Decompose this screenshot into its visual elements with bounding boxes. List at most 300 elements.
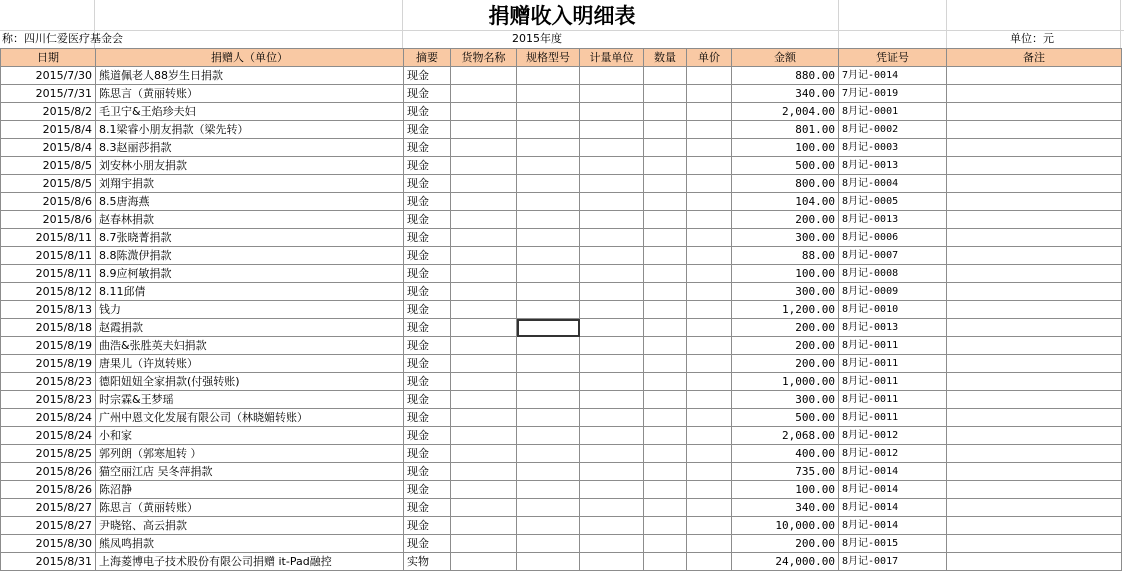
donor-cell[interactable]: 钱力	[96, 301, 404, 319]
donor-cell[interactable]: 德阳妞妞全家捐款(付强转账)	[96, 373, 404, 391]
date-cell[interactable]: 2015/8/31	[1, 553, 96, 571]
quantity-cell[interactable]	[644, 157, 687, 175]
goods-cell[interactable]	[451, 139, 517, 157]
price-cell[interactable]	[687, 85, 732, 103]
unit-cell[interactable]	[580, 283, 644, 301]
unit-cell[interactable]	[580, 553, 644, 571]
donor-cell[interactable]: 上海菱博电子技术股份有限公司捐赠 it-Pad融控	[96, 553, 404, 571]
remark-cell[interactable]	[947, 193, 1122, 211]
amount-cell[interactable]: 100.00	[732, 265, 839, 283]
goods-cell[interactable]	[451, 463, 517, 481]
summary-cell[interactable]: 现金	[404, 355, 451, 373]
date-cell[interactable]: 2015/8/26	[1, 463, 96, 481]
date-cell[interactable]: 2015/8/27	[1, 499, 96, 517]
spec-cell[interactable]	[517, 499, 580, 517]
unit-cell[interactable]	[580, 535, 644, 553]
amount-cell[interactable]: 1,000.00	[732, 373, 839, 391]
spec-cell[interactable]	[517, 427, 580, 445]
donor-cell[interactable]: 陈沼静	[96, 481, 404, 499]
voucher-cell[interactable]: 8月记-0015	[839, 535, 947, 553]
spec-cell[interactable]	[517, 157, 580, 175]
summary-cell[interactable]: 现金	[404, 193, 451, 211]
price-cell[interactable]	[687, 427, 732, 445]
goods-cell[interactable]	[451, 319, 517, 337]
donor-cell[interactable]: 陈思言（黄丽转账）	[96, 499, 404, 517]
spec-cell[interactable]	[517, 445, 580, 463]
quantity-cell[interactable]	[644, 409, 687, 427]
goods-cell[interactable]	[451, 553, 517, 571]
amount-cell[interactable]: 500.00	[732, 409, 839, 427]
quantity-cell[interactable]	[644, 427, 687, 445]
voucher-cell[interactable]: 8月记-0007	[839, 247, 947, 265]
spec-cell[interactable]	[517, 229, 580, 247]
donor-cell[interactable]: 8.8陈溦伊捐款	[96, 247, 404, 265]
header-goods[interactable]: 货物名称	[451, 49, 517, 67]
amount-cell[interactable]: 300.00	[732, 283, 839, 301]
summary-cell[interactable]: 现金	[404, 427, 451, 445]
price-cell[interactable]	[687, 265, 732, 283]
amount-cell[interactable]: 1,200.00	[732, 301, 839, 319]
header-voucher[interactable]: 凭证号	[839, 49, 947, 67]
remark-cell[interactable]	[947, 229, 1122, 247]
price-cell[interactable]	[687, 103, 732, 121]
date-cell[interactable]: 2015/8/24	[1, 427, 96, 445]
spec-cell[interactable]	[517, 535, 580, 553]
goods-cell[interactable]	[451, 193, 517, 211]
goods-cell[interactable]	[451, 337, 517, 355]
goods-cell[interactable]	[451, 247, 517, 265]
amount-cell[interactable]: 200.00	[732, 337, 839, 355]
remark-cell[interactable]	[947, 265, 1122, 283]
donor-cell[interactable]: 熊凤鸣捐款	[96, 535, 404, 553]
quantity-cell[interactable]	[644, 193, 687, 211]
donor-cell[interactable]: 8.3赵丽莎捐款	[96, 139, 404, 157]
amount-cell[interactable]: 300.00	[732, 229, 839, 247]
voucher-cell[interactable]: 8月记-0017	[839, 553, 947, 571]
spec-cell[interactable]	[517, 337, 580, 355]
quantity-cell[interactable]	[644, 229, 687, 247]
amount-cell[interactable]: 500.00	[732, 157, 839, 175]
donor-cell[interactable]: 刘安林小朋友捐款	[96, 157, 404, 175]
unit-cell[interactable]	[580, 355, 644, 373]
goods-cell[interactable]	[451, 211, 517, 229]
donor-cell[interactable]: 曲浩&张胜英夫妇捐款	[96, 337, 404, 355]
unit-cell[interactable]	[580, 517, 644, 535]
goods-cell[interactable]	[451, 517, 517, 535]
donor-cell[interactable]: 8.7张晓菁捐款	[96, 229, 404, 247]
remark-cell[interactable]	[947, 319, 1122, 337]
voucher-cell[interactable]: 8月记-0004	[839, 175, 947, 193]
amount-cell[interactable]: 800.00	[732, 175, 839, 193]
price-cell[interactable]	[687, 517, 732, 535]
goods-cell[interactable]	[451, 85, 517, 103]
quantity-cell[interactable]	[644, 85, 687, 103]
remark-cell[interactable]	[947, 211, 1122, 229]
voucher-cell[interactable]: 8月记-0003	[839, 139, 947, 157]
quantity-cell[interactable]	[644, 121, 687, 139]
summary-cell[interactable]: 现金	[404, 283, 451, 301]
amount-cell[interactable]: 200.00	[732, 355, 839, 373]
date-cell[interactable]: 2015/8/23	[1, 391, 96, 409]
spec-cell[interactable]	[517, 85, 580, 103]
unit-cell[interactable]	[580, 445, 644, 463]
quantity-cell[interactable]	[644, 211, 687, 229]
header-summary[interactable]: 摘要	[404, 49, 451, 67]
date-cell[interactable]: 2015/8/5	[1, 157, 96, 175]
summary-cell[interactable]: 现金	[404, 319, 451, 337]
date-cell[interactable]: 2015/8/2	[1, 103, 96, 121]
spec-cell[interactable]	[517, 175, 580, 193]
price-cell[interactable]	[687, 391, 732, 409]
spec-cell[interactable]	[517, 193, 580, 211]
voucher-cell[interactable]: 8月记-0005	[839, 193, 947, 211]
summary-cell[interactable]: 现金	[404, 499, 451, 517]
remark-cell[interactable]	[947, 175, 1122, 193]
price-cell[interactable]	[687, 409, 732, 427]
quantity-cell[interactable]	[644, 67, 687, 85]
amount-cell[interactable]: 801.00	[732, 121, 839, 139]
price-cell[interactable]	[687, 121, 732, 139]
goods-cell[interactable]	[451, 175, 517, 193]
spec-cell[interactable]	[517, 283, 580, 301]
summary-cell[interactable]: 现金	[404, 247, 451, 265]
donor-cell[interactable]: 刘翔宇捐款	[96, 175, 404, 193]
remark-cell[interactable]	[947, 481, 1122, 499]
donor-cell[interactable]: 8.11邱倩	[96, 283, 404, 301]
header-date[interactable]: 日期	[1, 49, 96, 67]
summary-cell[interactable]: 现金	[404, 229, 451, 247]
voucher-cell[interactable]: 8月记-0013	[839, 319, 947, 337]
donor-cell[interactable]: 郭列朗（郭寒旭转 ）	[96, 445, 404, 463]
goods-cell[interactable]	[451, 373, 517, 391]
donor-cell[interactable]: 8.5唐海燕	[96, 193, 404, 211]
remark-cell[interactable]	[947, 391, 1122, 409]
date-cell[interactable]: 2015/8/4	[1, 121, 96, 139]
goods-cell[interactable]	[451, 301, 517, 319]
date-cell[interactable]: 2015/8/11	[1, 229, 96, 247]
price-cell[interactable]	[687, 247, 732, 265]
voucher-cell[interactable]: 8月记-0011	[839, 373, 947, 391]
remark-cell[interactable]	[947, 103, 1122, 121]
amount-cell[interactable]: 200.00	[732, 319, 839, 337]
summary-cell[interactable]: 现金	[404, 373, 451, 391]
summary-cell[interactable]: 现金	[404, 517, 451, 535]
date-cell[interactable]: 2015/8/13	[1, 301, 96, 319]
unit-cell[interactable]	[580, 373, 644, 391]
unit-cell[interactable]	[580, 337, 644, 355]
voucher-cell[interactable]: 8月记-0011	[839, 409, 947, 427]
summary-cell[interactable]: 现金	[404, 409, 451, 427]
header-spec[interactable]: 规格型号	[517, 49, 580, 67]
unit-cell[interactable]	[580, 409, 644, 427]
unit-cell[interactable]	[580, 463, 644, 481]
remark-cell[interactable]	[947, 85, 1122, 103]
quantity-cell[interactable]	[644, 355, 687, 373]
unit-cell[interactable]	[580, 481, 644, 499]
quantity-cell[interactable]	[644, 391, 687, 409]
date-cell[interactable]: 2015/8/6	[1, 211, 96, 229]
spec-cell[interactable]	[517, 517, 580, 535]
donor-cell[interactable]: 广州中恩文化发展有限公司（林晓媚转账）	[96, 409, 404, 427]
amount-cell[interactable]: 10,000.00	[732, 517, 839, 535]
price-cell[interactable]	[687, 463, 732, 481]
header-quantity[interactable]: 数量	[644, 49, 687, 67]
unit-cell[interactable]	[580, 121, 644, 139]
selected-cell[interactable]	[517, 319, 580, 337]
donor-cell[interactable]: 尹晓铭、高云捐款	[96, 517, 404, 535]
spec-cell[interactable]	[517, 67, 580, 85]
date-cell[interactable]: 2015/8/18	[1, 319, 96, 337]
date-cell[interactable]: 2015/8/26	[1, 481, 96, 499]
spec-cell[interactable]	[517, 121, 580, 139]
price-cell[interactable]	[687, 67, 732, 85]
voucher-cell[interactable]: 8月记-0006	[839, 229, 947, 247]
spec-cell[interactable]	[517, 211, 580, 229]
price-cell[interactable]	[687, 157, 732, 175]
donor-cell[interactable]: 猫空丽江店 吴冬萍捐款	[96, 463, 404, 481]
quantity-cell[interactable]	[644, 283, 687, 301]
summary-cell[interactable]: 现金	[404, 85, 451, 103]
header-price[interactable]: 单价	[687, 49, 732, 67]
quantity-cell[interactable]	[644, 481, 687, 499]
remark-cell[interactable]	[947, 283, 1122, 301]
unit-cell[interactable]	[580, 139, 644, 157]
unit-cell[interactable]	[580, 157, 644, 175]
amount-cell[interactable]: 104.00	[732, 193, 839, 211]
date-cell[interactable]: 2015/8/23	[1, 373, 96, 391]
date-cell[interactable]: 2015/7/30	[1, 67, 96, 85]
goods-cell[interactable]	[451, 67, 517, 85]
amount-cell[interactable]: 300.00	[732, 391, 839, 409]
spec-cell[interactable]	[517, 463, 580, 481]
date-cell[interactable]: 2015/8/12	[1, 283, 96, 301]
donor-cell[interactable]: 赵霞捐款	[96, 319, 404, 337]
header-donor[interactable]: 捐赠人（单位）	[96, 49, 404, 67]
spec-cell[interactable]	[517, 139, 580, 157]
amount-cell[interactable]: 100.00	[732, 139, 839, 157]
spec-cell[interactable]	[517, 301, 580, 319]
header-unit[interactable]: 计量单位	[580, 49, 644, 67]
spec-cell[interactable]	[517, 373, 580, 391]
quantity-cell[interactable]	[644, 301, 687, 319]
voucher-cell[interactable]: 8月记-0013	[839, 211, 947, 229]
donor-cell[interactable]: 8.1梁睿小朋友捐款（梁先转）	[96, 121, 404, 139]
remark-cell[interactable]	[947, 535, 1122, 553]
price-cell[interactable]	[687, 373, 732, 391]
spec-cell[interactable]	[517, 553, 580, 571]
unit-cell[interactable]	[580, 301, 644, 319]
quantity-cell[interactable]	[644, 553, 687, 571]
remark-cell[interactable]	[947, 157, 1122, 175]
remark-cell[interactable]	[947, 499, 1122, 517]
remark-cell[interactable]	[947, 67, 1122, 85]
spec-cell[interactable]	[517, 481, 580, 499]
price-cell[interactable]	[687, 283, 732, 301]
unit-cell[interactable]	[580, 175, 644, 193]
amount-cell[interactable]: 340.00	[732, 499, 839, 517]
unit-cell[interactable]	[580, 103, 644, 121]
price-cell[interactable]	[687, 337, 732, 355]
donor-cell[interactable]: 陈思言（黄丽转账）	[96, 85, 404, 103]
goods-cell[interactable]	[451, 427, 517, 445]
summary-cell[interactable]: 现金	[404, 175, 451, 193]
goods-cell[interactable]	[451, 103, 517, 121]
goods-cell[interactable]	[451, 535, 517, 553]
quantity-cell[interactable]	[644, 319, 687, 337]
summary-cell[interactable]: 现金	[404, 445, 451, 463]
amount-cell[interactable]: 400.00	[732, 445, 839, 463]
remark-cell[interactable]	[947, 139, 1122, 157]
unit-cell[interactable]	[580, 67, 644, 85]
donor-cell[interactable]: 毛卫宁&王焰珍夫妇	[96, 103, 404, 121]
summary-cell[interactable]: 现金	[404, 139, 451, 157]
donor-cell[interactable]: 时宗霖&王梦瑶	[96, 391, 404, 409]
remark-cell[interactable]	[947, 301, 1122, 319]
goods-cell[interactable]	[451, 409, 517, 427]
date-cell[interactable]: 2015/8/19	[1, 355, 96, 373]
voucher-cell[interactable]: 8月记-0011	[839, 355, 947, 373]
header-remark[interactable]: 备注	[947, 49, 1122, 67]
date-cell[interactable]: 2015/8/30	[1, 535, 96, 553]
amount-cell[interactable]: 2,004.00	[732, 103, 839, 121]
unit-cell[interactable]	[580, 85, 644, 103]
summary-cell[interactable]: 现金	[404, 103, 451, 121]
amount-cell[interactable]: 88.00	[732, 247, 839, 265]
price-cell[interactable]	[687, 499, 732, 517]
price-cell[interactable]	[687, 481, 732, 499]
spec-cell[interactable]	[517, 247, 580, 265]
summary-cell[interactable]: 实物	[404, 553, 451, 571]
summary-cell[interactable]: 现金	[404, 67, 451, 85]
quantity-cell[interactable]	[644, 265, 687, 283]
donor-cell[interactable]: 唐果儿（许岚转账）	[96, 355, 404, 373]
summary-cell[interactable]: 现金	[404, 481, 451, 499]
amount-cell[interactable]: 100.00	[732, 481, 839, 499]
summary-cell[interactable]: 现金	[404, 121, 451, 139]
amount-cell[interactable]: 200.00	[732, 211, 839, 229]
header-amount[interactable]: 金额	[732, 49, 839, 67]
unit-cell[interactable]	[580, 229, 644, 247]
voucher-cell[interactable]: 8月记-0012	[839, 427, 947, 445]
amount-cell[interactable]: 2,068.00	[732, 427, 839, 445]
date-cell[interactable]: 2015/8/4	[1, 139, 96, 157]
date-cell[interactable]: 2015/8/24	[1, 409, 96, 427]
unit-cell[interactable]	[580, 265, 644, 283]
amount-cell[interactable]: 735.00	[732, 463, 839, 481]
price-cell[interactable]	[687, 355, 732, 373]
remark-cell[interactable]	[947, 373, 1122, 391]
voucher-cell[interactable]: 8月记-0011	[839, 391, 947, 409]
price-cell[interactable]	[687, 445, 732, 463]
goods-cell[interactable]	[451, 355, 517, 373]
price-cell[interactable]	[687, 175, 732, 193]
remark-cell[interactable]	[947, 517, 1122, 535]
voucher-cell[interactable]: 8月记-0012	[839, 445, 947, 463]
price-cell[interactable]	[687, 535, 732, 553]
amount-cell[interactable]: 880.00	[732, 67, 839, 85]
goods-cell[interactable]	[451, 499, 517, 517]
summary-cell[interactable]: 现金	[404, 301, 451, 319]
date-cell[interactable]: 2015/8/5	[1, 175, 96, 193]
remark-cell[interactable]	[947, 121, 1122, 139]
voucher-cell[interactable]: 8月记-0002	[839, 121, 947, 139]
unit-cell[interactable]	[580, 391, 644, 409]
voucher-cell[interactable]: 7月记-0019	[839, 85, 947, 103]
spec-cell[interactable]	[517, 265, 580, 283]
amount-cell[interactable]: 24,000.00	[732, 553, 839, 571]
voucher-cell[interactable]: 8月记-0008	[839, 265, 947, 283]
date-cell[interactable]: 2015/8/11	[1, 247, 96, 265]
spec-cell[interactable]	[517, 355, 580, 373]
amount-cell[interactable]: 340.00	[732, 85, 839, 103]
goods-cell[interactable]	[451, 283, 517, 301]
quantity-cell[interactable]	[644, 175, 687, 193]
remark-cell[interactable]	[947, 409, 1122, 427]
quantity-cell[interactable]	[644, 139, 687, 157]
remark-cell[interactable]	[947, 445, 1122, 463]
goods-cell[interactable]	[451, 121, 517, 139]
quantity-cell[interactable]	[644, 517, 687, 535]
price-cell[interactable]	[687, 193, 732, 211]
quantity-cell[interactable]	[644, 445, 687, 463]
voucher-cell[interactable]: 8月记-0013	[839, 157, 947, 175]
goods-cell[interactable]	[451, 265, 517, 283]
price-cell[interactable]	[687, 229, 732, 247]
donor-cell[interactable]: 赵春林捐款	[96, 211, 404, 229]
voucher-cell[interactable]: 8月记-0014	[839, 463, 947, 481]
goods-cell[interactable]	[451, 157, 517, 175]
unit-cell[interactable]	[580, 193, 644, 211]
date-cell[interactable]: 2015/8/6	[1, 193, 96, 211]
unit-cell[interactable]	[580, 499, 644, 517]
remark-cell[interactable]	[947, 553, 1122, 571]
donor-cell[interactable]: 8.9应柯敏捐款	[96, 265, 404, 283]
spec-cell[interactable]	[517, 103, 580, 121]
summary-cell[interactable]: 现金	[404, 391, 451, 409]
voucher-cell[interactable]: 8月记-0014	[839, 481, 947, 499]
goods-cell[interactable]	[451, 391, 517, 409]
price-cell[interactable]	[687, 553, 732, 571]
summary-cell[interactable]: 现金	[404, 337, 451, 355]
spec-cell[interactable]	[517, 409, 580, 427]
quantity-cell[interactable]	[644, 247, 687, 265]
donor-cell[interactable]: 熊道佩老人88岁生日捐款	[96, 67, 404, 85]
quantity-cell[interactable]	[644, 535, 687, 553]
unit-cell[interactable]	[580, 211, 644, 229]
voucher-cell[interactable]: 8月记-0014	[839, 517, 947, 535]
goods-cell[interactable]	[451, 445, 517, 463]
quantity-cell[interactable]	[644, 337, 687, 355]
summary-cell[interactable]: 现金	[404, 157, 451, 175]
voucher-cell[interactable]: 8月记-0009	[839, 283, 947, 301]
voucher-cell[interactable]: 8月记-0014	[839, 499, 947, 517]
spec-cell[interactable]	[517, 391, 580, 409]
price-cell[interactable]	[687, 211, 732, 229]
goods-cell[interactable]	[451, 229, 517, 247]
date-cell[interactable]: 2015/8/11	[1, 265, 96, 283]
date-cell[interactable]: 2015/8/27	[1, 517, 96, 535]
voucher-cell[interactable]: 8月记-0010	[839, 301, 947, 319]
date-cell[interactable]: 2015/8/25	[1, 445, 96, 463]
price-cell[interactable]	[687, 301, 732, 319]
summary-cell[interactable]: 现金	[404, 265, 451, 283]
summary-cell[interactable]: 现金	[404, 463, 451, 481]
date-cell[interactable]: 2015/8/19	[1, 337, 96, 355]
price-cell[interactable]	[687, 139, 732, 157]
voucher-cell[interactable]: 7月记-0014	[839, 67, 947, 85]
unit-cell[interactable]	[580, 319, 644, 337]
amount-cell[interactable]: 200.00	[732, 535, 839, 553]
